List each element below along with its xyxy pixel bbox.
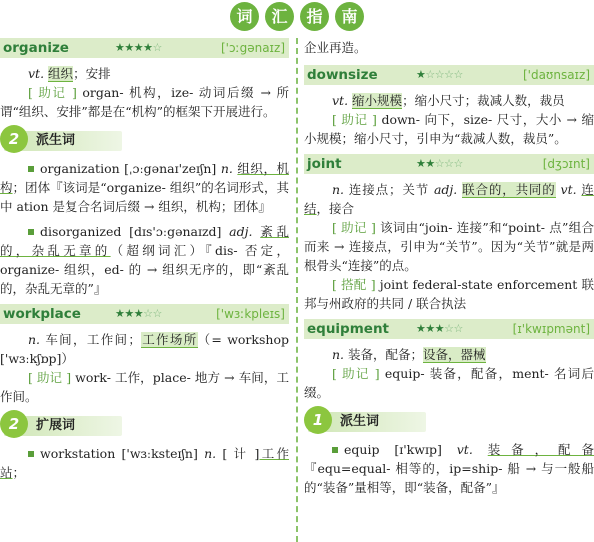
number-badge: 2 <box>0 125 28 153</box>
extended-words-heading: 2 扩展词 <box>0 410 289 438</box>
sense-line: n. 车间，工作间；工作场所（= workshop ['wɜːkʃɒp]） <box>0 332 289 366</box>
mnemonic: [ 助记 ] down- 向下，size- 尺寸，大小 → 缩小规模；缩小尺寸，引申为“裁减人数，裁员”。 <box>304 112 594 146</box>
derived-item: equip [ɪ'kwɪp] vt. 装备，配备『equ=equal- 相等的，ip=ship- 船 → 与一般船的“装备”量相等，即“装备，配备”』 <box>304 442 594 495</box>
phonetic: ['daʊnsaɪz] <box>522 68 590 82</box>
header-char-1: 词 <box>230 2 259 31</box>
derived-words-heading: 2 派生词 <box>0 125 289 153</box>
headword: workplace <box>3 306 81 322</box>
entry-bar-workplace <box>0 304 289 324</box>
mnemonic: [ 助记 ] 该词由“join- 连接”和“point- 点”组合而来 → 连接点，引申为“关节”。因为“关节”就是两根骨头“连接”的点。 <box>304 220 594 273</box>
phonetic: ['ɔːgənaɪz] <box>220 41 285 55</box>
column-divider <box>296 38 298 542</box>
entry-bar-equipment <box>304 319 594 339</box>
continued-text: 企业再造。 <box>304 40 367 55</box>
headword: equipment <box>307 321 390 337</box>
section-header <box>0 2 594 34</box>
sense-line: vt. 组织；安排 <box>28 66 111 81</box>
bullet-icon <box>28 229 34 235</box>
entry-bar-downsize <box>304 65 594 85</box>
header-char-2: 汇 <box>265 2 294 31</box>
mnemonic: [ 助记 ] work- 工作，place- 地方 → 车间，工作间。 <box>0 370 289 404</box>
derived-item: organization [ˌɔːgənaɪ'zeɪʃn] n. 组织，机构；团体『该词是“organize- 组织”的名词形式，其中 ation 是复合名词后缀 → 组织，机构；团体』 <box>0 161 289 214</box>
derived-words-heading: 1 派生词 <box>304 406 594 434</box>
collocation: [ 搭配 ] joint federal-state enforcement 联邦与州政府的共同 / 联合执法 <box>304 277 594 311</box>
bullet-icon <box>28 451 34 457</box>
bullet-icon <box>28 166 34 172</box>
star-rating: ★★☆☆☆ <box>416 157 463 170</box>
phonetic: ['wɜːkpleɪs] <box>216 307 285 321</box>
bullet-icon <box>332 447 338 453</box>
number-badge: 1 <box>304 406 332 434</box>
star-rating: ★★★☆☆ <box>416 322 463 335</box>
mnemonic: [ 助记 ] equip- 装备，配备，ment- 名词后缀。 <box>304 366 594 400</box>
headword: downsize <box>307 67 378 83</box>
extended-item: workstation ['wɜːksteɪʃn] n. [ 计 ]工作站； <box>0 446 289 480</box>
header-char-3: 指 <box>300 2 329 31</box>
header-char-4: 南 <box>335 2 364 31</box>
left-column <box>0 38 289 542</box>
headword: joint <box>307 156 342 172</box>
entry-bar-joint <box>304 154 594 174</box>
star-rating: ★★★☆☆ <box>115 307 162 320</box>
phonetic: [ɪ'kwɪpmənt] <box>512 322 590 336</box>
star-rating: ★★★★☆ <box>115 41 162 54</box>
sense-line: n. 装备，配备；设备，器械 <box>332 347 486 362</box>
number-badge: 2 <box>0 410 28 438</box>
headword: organize <box>3 40 69 56</box>
sense-line: vt. 缩小规模；缩小尺寸；裁减人数，裁员 <box>332 93 565 108</box>
right-column <box>304 38 594 542</box>
mnemonic: [ 助记 ] organ- 机构，ize- 动词后缀 → 所谓“组织、安排”都是在“机构”的框架下开展进行。 <box>0 85 289 119</box>
entry-bar-organize <box>0 38 289 58</box>
phonetic: [dʒɔɪnt] <box>542 157 590 171</box>
sense-line: n. 连接点；关节 adj. 联合的，共同的 vt. 连结，接合 <box>304 182 594 216</box>
star-rating: ★☆☆☆☆ <box>416 68 463 81</box>
derived-item: disorganized [dɪs'ɔːgənaɪzd] adj. 紊乱的，杂乱无章的（超纲词汇）『dis- 否定，organize- 组织，ed- 的 → 组织无序的，即“紊乱的，杂乱无章的”』 <box>0 224 289 296</box>
